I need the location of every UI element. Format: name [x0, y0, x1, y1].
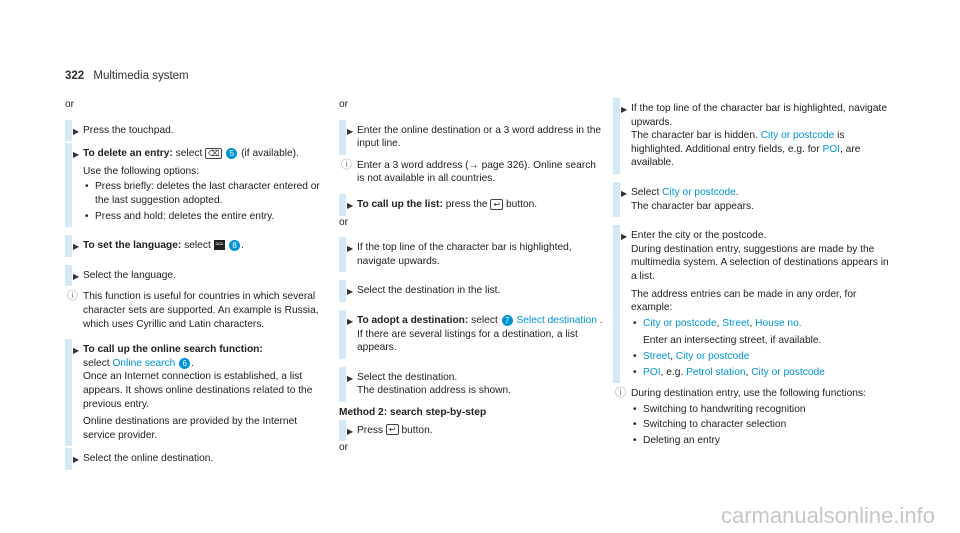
step-text: The address entries can be made in any order, for example:	[631, 288, 857, 314]
info-icon: ⓘ	[67, 290, 78, 303]
info-note: ⓘ This function is useful for countries in which several character sets are supported. An example is Russia, which uses Cyrillic and Latin characters.	[67, 290, 319, 330]
intro-text: or	[339, 99, 349, 110]
step-text: Select the online destination.	[83, 453, 214, 465]
step	[339, 194, 604, 216]
step-text: The character bar appears.	[631, 200, 754, 212]
arrow-bullet-icon: ▶	[347, 373, 354, 383]
step-text: To delete an entry: select ⌫ 5 (if available).	[83, 148, 299, 160]
step	[339, 420, 604, 442]
back-icon: ↩	[386, 424, 399, 435]
ui-label-link: Online search	[112, 357, 176, 369]
list-item: • Street, City or postcode	[631, 350, 895, 364]
ui-label-link: POI	[822, 143, 840, 155]
arrow-bullet-icon: ▶	[73, 150, 80, 160]
step-text: To call up the list: press the ↩ button.	[357, 198, 538, 210]
arrow-bullet-icon: ▶	[621, 105, 628, 114]
callout-badge: 6	[179, 358, 190, 369]
column-2	[339, 98, 604, 455]
arrow-bullet-icon: ▶	[347, 126, 354, 136]
step	[339, 120, 604, 155]
backspace-icon: ⌫	[205, 148, 222, 159]
step-text: During destination entry, suggestions are made by the multimedia system. A selection of destinations appears in a list.	[631, 243, 889, 282]
step-text: The character bar is hidden. City or postcode is highlighted. Additional entry fields, e.g. for POI, are available.	[631, 130, 861, 169]
arrow-bullet-icon: ▶	[347, 426, 354, 436]
ui-label-link: City or postcode	[662, 186, 736, 198]
step-text: Select the destination in the list.	[357, 285, 501, 297]
arrow-bullet-icon: ▶	[347, 200, 354, 210]
info-icon: ⓘ	[341, 158, 352, 171]
step-text: Once an Internet connection is established, a list appears. It shows online destinations related to the previous entry.	[83, 371, 313, 410]
step	[339, 310, 604, 359]
info-note: ⓘ Enter a 3 word address (→ page 326). Online search is not available in all countries.	[341, 158, 596, 185]
step	[339, 237, 604, 272]
arrow-bullet-icon: ▶	[347, 287, 354, 297]
step	[613, 98, 895, 174]
step-text: Press the touchpad.	[83, 124, 174, 136]
back-icon: ↩	[490, 199, 503, 210]
step	[613, 182, 895, 217]
arrow-bullet-icon: ▶	[347, 244, 354, 254]
callout-badge: 5	[226, 148, 237, 159]
list-item: • Switching to character selection	[631, 418, 895, 432]
ui-label-link: City or postcode	[760, 130, 835, 142]
callout-badge: 7	[502, 315, 513, 326]
step-text: If the top line of the character bar is highlighted, navigate upwards.	[631, 103, 887, 128]
step	[65, 120, 330, 142]
list-item: • Deleting an entry	[631, 434, 895, 448]
info-note: ⓘ During destination entry, use the following functions: • Switching to handwriting recognition • Switching to character selection • Deleting an entry	[613, 387, 895, 447]
step-text: Select the destination.	[357, 371, 458, 383]
step-text: Online destinations are provided by the Internet service provider.	[83, 416, 298, 441]
step-text: If the top line of the character bar is highlighted, navigate upwards.	[357, 242, 572, 267]
arrow-bullet-icon: ▶	[73, 346, 80, 356]
step-text: If there are several listings for a destination, a list appears.	[357, 328, 578, 354]
step-text: select Online search 6 .	[83, 357, 195, 369]
column-1	[65, 98, 330, 470]
watermark: carmanualsonline.info	[720, 503, 935, 528]
list-item-detail: Enter an intersecting street, if available.	[643, 335, 822, 347]
step	[65, 235, 330, 257]
ui-label-link: Select destination	[516, 314, 597, 326]
step-text: To adopt a destination: select 7 Select destination .	[357, 314, 603, 326]
page-header	[65, 70, 189, 82]
info-icon: ⓘ	[615, 387, 626, 400]
step	[65, 265, 330, 287]
step-text: Enter the online destination or a 3 word address in the input line.	[357, 124, 602, 150]
callout-badge: 8	[229, 240, 240, 251]
intro-text: or	[65, 99, 75, 110]
arrow-bullet-icon: ▶	[73, 126, 80, 136]
step-text: Select City or postcode.	[631, 186, 739, 198]
list-item: • POI, e.g. Petrol station, City or postcode	[631, 366, 895, 380]
arrow-bullet-icon: ▶	[621, 232, 628, 242]
column-3	[613, 98, 895, 447]
arrow-bullet-icon: ▶	[347, 316, 354, 326]
step	[339, 367, 604, 402]
arrow-bullet-icon: ▶	[73, 455, 80, 465]
step	[339, 280, 604, 302]
step-text: Enter the city or the postcode.	[631, 230, 767, 242]
step	[65, 143, 330, 227]
arrow-bullet-icon: ▶	[621, 188, 628, 198]
page-number: 322	[65, 70, 85, 82]
step-text: Select the language.	[83, 269, 176, 281]
step-text: Press ↩ button.	[357, 424, 433, 436]
or-text: or	[339, 216, 349, 228]
or-text: or	[339, 442, 349, 454]
step-text: Use the following options:	[83, 165, 200, 177]
step	[65, 448, 330, 470]
step	[613, 225, 895, 383]
arrow-bullet-icon: ▶	[73, 271, 80, 281]
arrow-bullet-icon: ▶	[73, 242, 80, 252]
step-heading: To call up the online search function:	[83, 344, 263, 356]
language-icon: ≈≈	[215, 241, 224, 249]
list-item: • City or postcode, Street, House no.	[631, 317, 895, 331]
list-item: • Press briefly: deletes the last character entered or the last suggestion adopted.	[83, 180, 330, 207]
step-text: To set the language: select ≈≈ 8 .	[83, 240, 244, 252]
step-text: The destination address is shown.	[357, 385, 512, 397]
list-item: • Press and hold: deletes the entire entry.	[83, 210, 330, 224]
step	[65, 339, 330, 446]
section-title: Multimedia system	[93, 70, 189, 82]
list-item: • Switching to handwriting recognition	[631, 403, 895, 417]
section-heading: Method 2: search step-by-step	[339, 406, 487, 418]
